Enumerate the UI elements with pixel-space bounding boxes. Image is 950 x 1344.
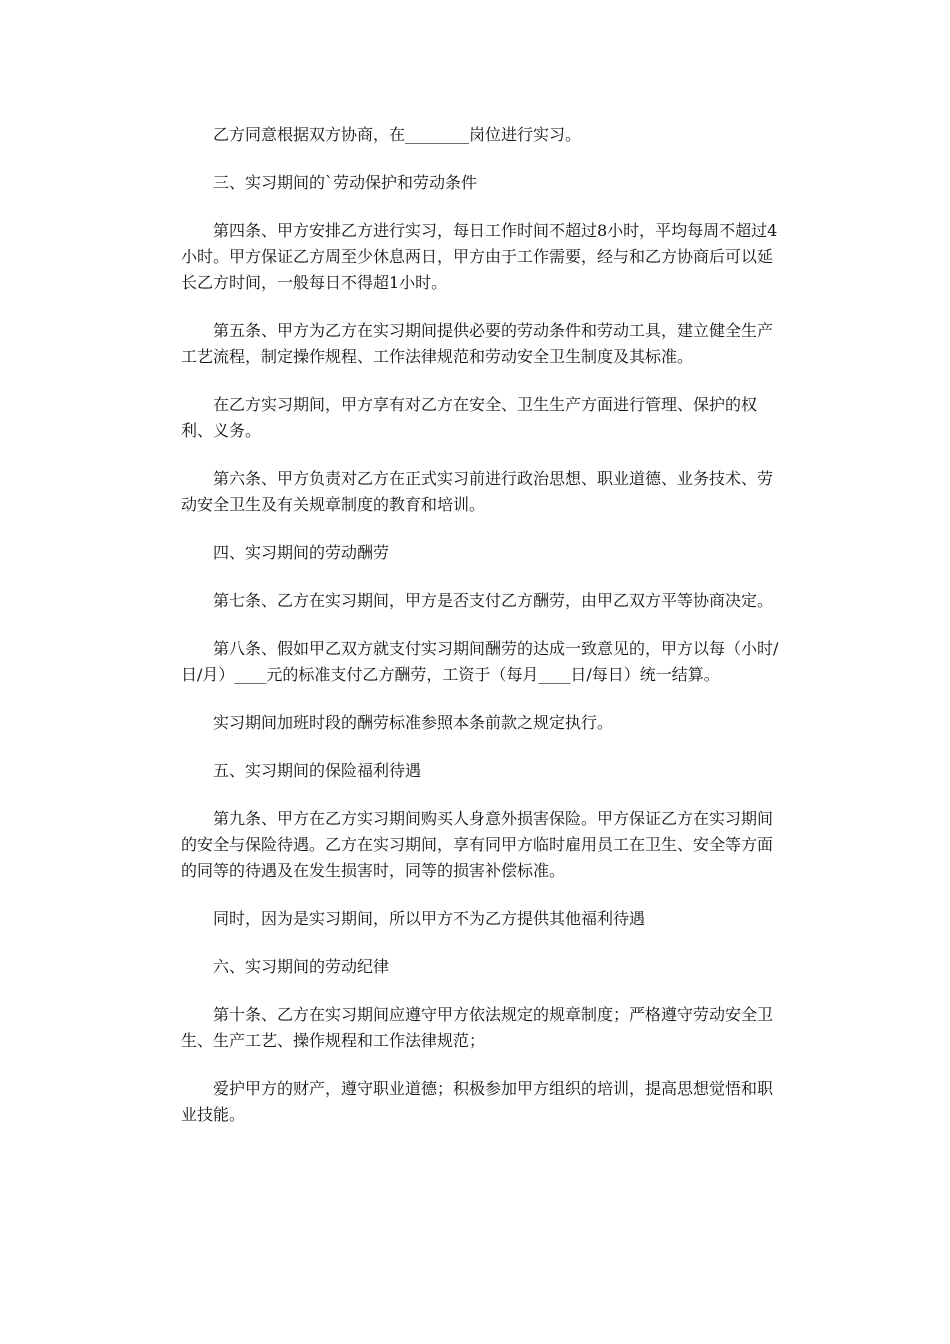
section-heading-insurance-benefits: 五、实习期间的保险福利待遇 [213,761,422,780]
article-10-paragraph: 第十条、乙方在实习期间应遵守甲方依法规定的规章制度；严格遵守劳动安全卫生、生产工艺、操作规程和工作法律规范； [181,1005,774,1050]
article-5-paragraph: 第五条、甲方为乙方在实习期间提供必要的劳动条件和劳动工具，建立健全生产工艺流程，制定操作规程、工作法律规范和劳动安全卫生制度及其标准。 [181,321,774,366]
article-9-paragraph: 第九条、甲方在乙方实习期间购买人身意外损害保险。甲方保证乙方在实习期间的安全与保险待遇。乙方在实习期间，享有同甲方临时雇用员工在卫生、安全等方面的同等的待遇及在发生损害时，同等的损害补偿标准。 [181,809,774,880]
section-heading-labor-discipline: 六、实习期间的劳动纪律 [213,957,390,976]
article-8-paragraph: 第八条、假如甲乙双方就支付实习期间酬劳的达成一致意见的，甲方以每（小时/日/月）____元的标准支付乙方酬劳，工资于（每月____日/每日）统一结算。 [181,639,779,684]
safety-rights-paragraph: 在乙方实习期间，甲方享有对乙方在安全、卫生生产方面进行管理、保护的权利、义务。 [181,395,758,440]
paragraph-internship-position: 乙方同意根据双方协商，在________岗位进行实习。 [213,125,582,144]
property-ethics-paragraph: 爱护甲方的财产，遵守职业道德；积极参加甲方组织的培训，提高思想觉悟和职业技能。 [181,1079,774,1124]
overtime-paragraph: 实习期间加班时段的酬劳标准参照本条前款之规定执行。 [213,713,614,732]
article-6-paragraph: 第六条、甲方负责对乙方在正式实习前进行政治思想、职业道德、业务技术、劳动安全卫生及有关规章制度的教育和培训。 [181,469,774,514]
document-body [181,122,779,1150]
section-heading-remuneration: 四、实习期间的劳动酬劳 [213,543,390,562]
section-heading-labor-protection: 三、实习期间的`劳动保护和劳动条件 [213,173,478,192]
article-4-paragraph: 第四条、甲方安排乙方进行实习，每日工作时间不超过8小时，平均每周不超过4小时。甲方保证乙方周至少休息两日，甲方由于工作需要，经与和乙方协商后可以延长乙方时间，一般每日不得超1小时。 [181,221,778,292]
no-other-benefits-paragraph: 同时，因为是实习期间，所以甲方不为乙方提供其他福利待遇 [213,909,646,928]
article-7-paragraph: 第七条、乙方在实习期间，甲方是否支付乙方酬劳，由甲乙双方平等协商决定。 [213,591,774,610]
